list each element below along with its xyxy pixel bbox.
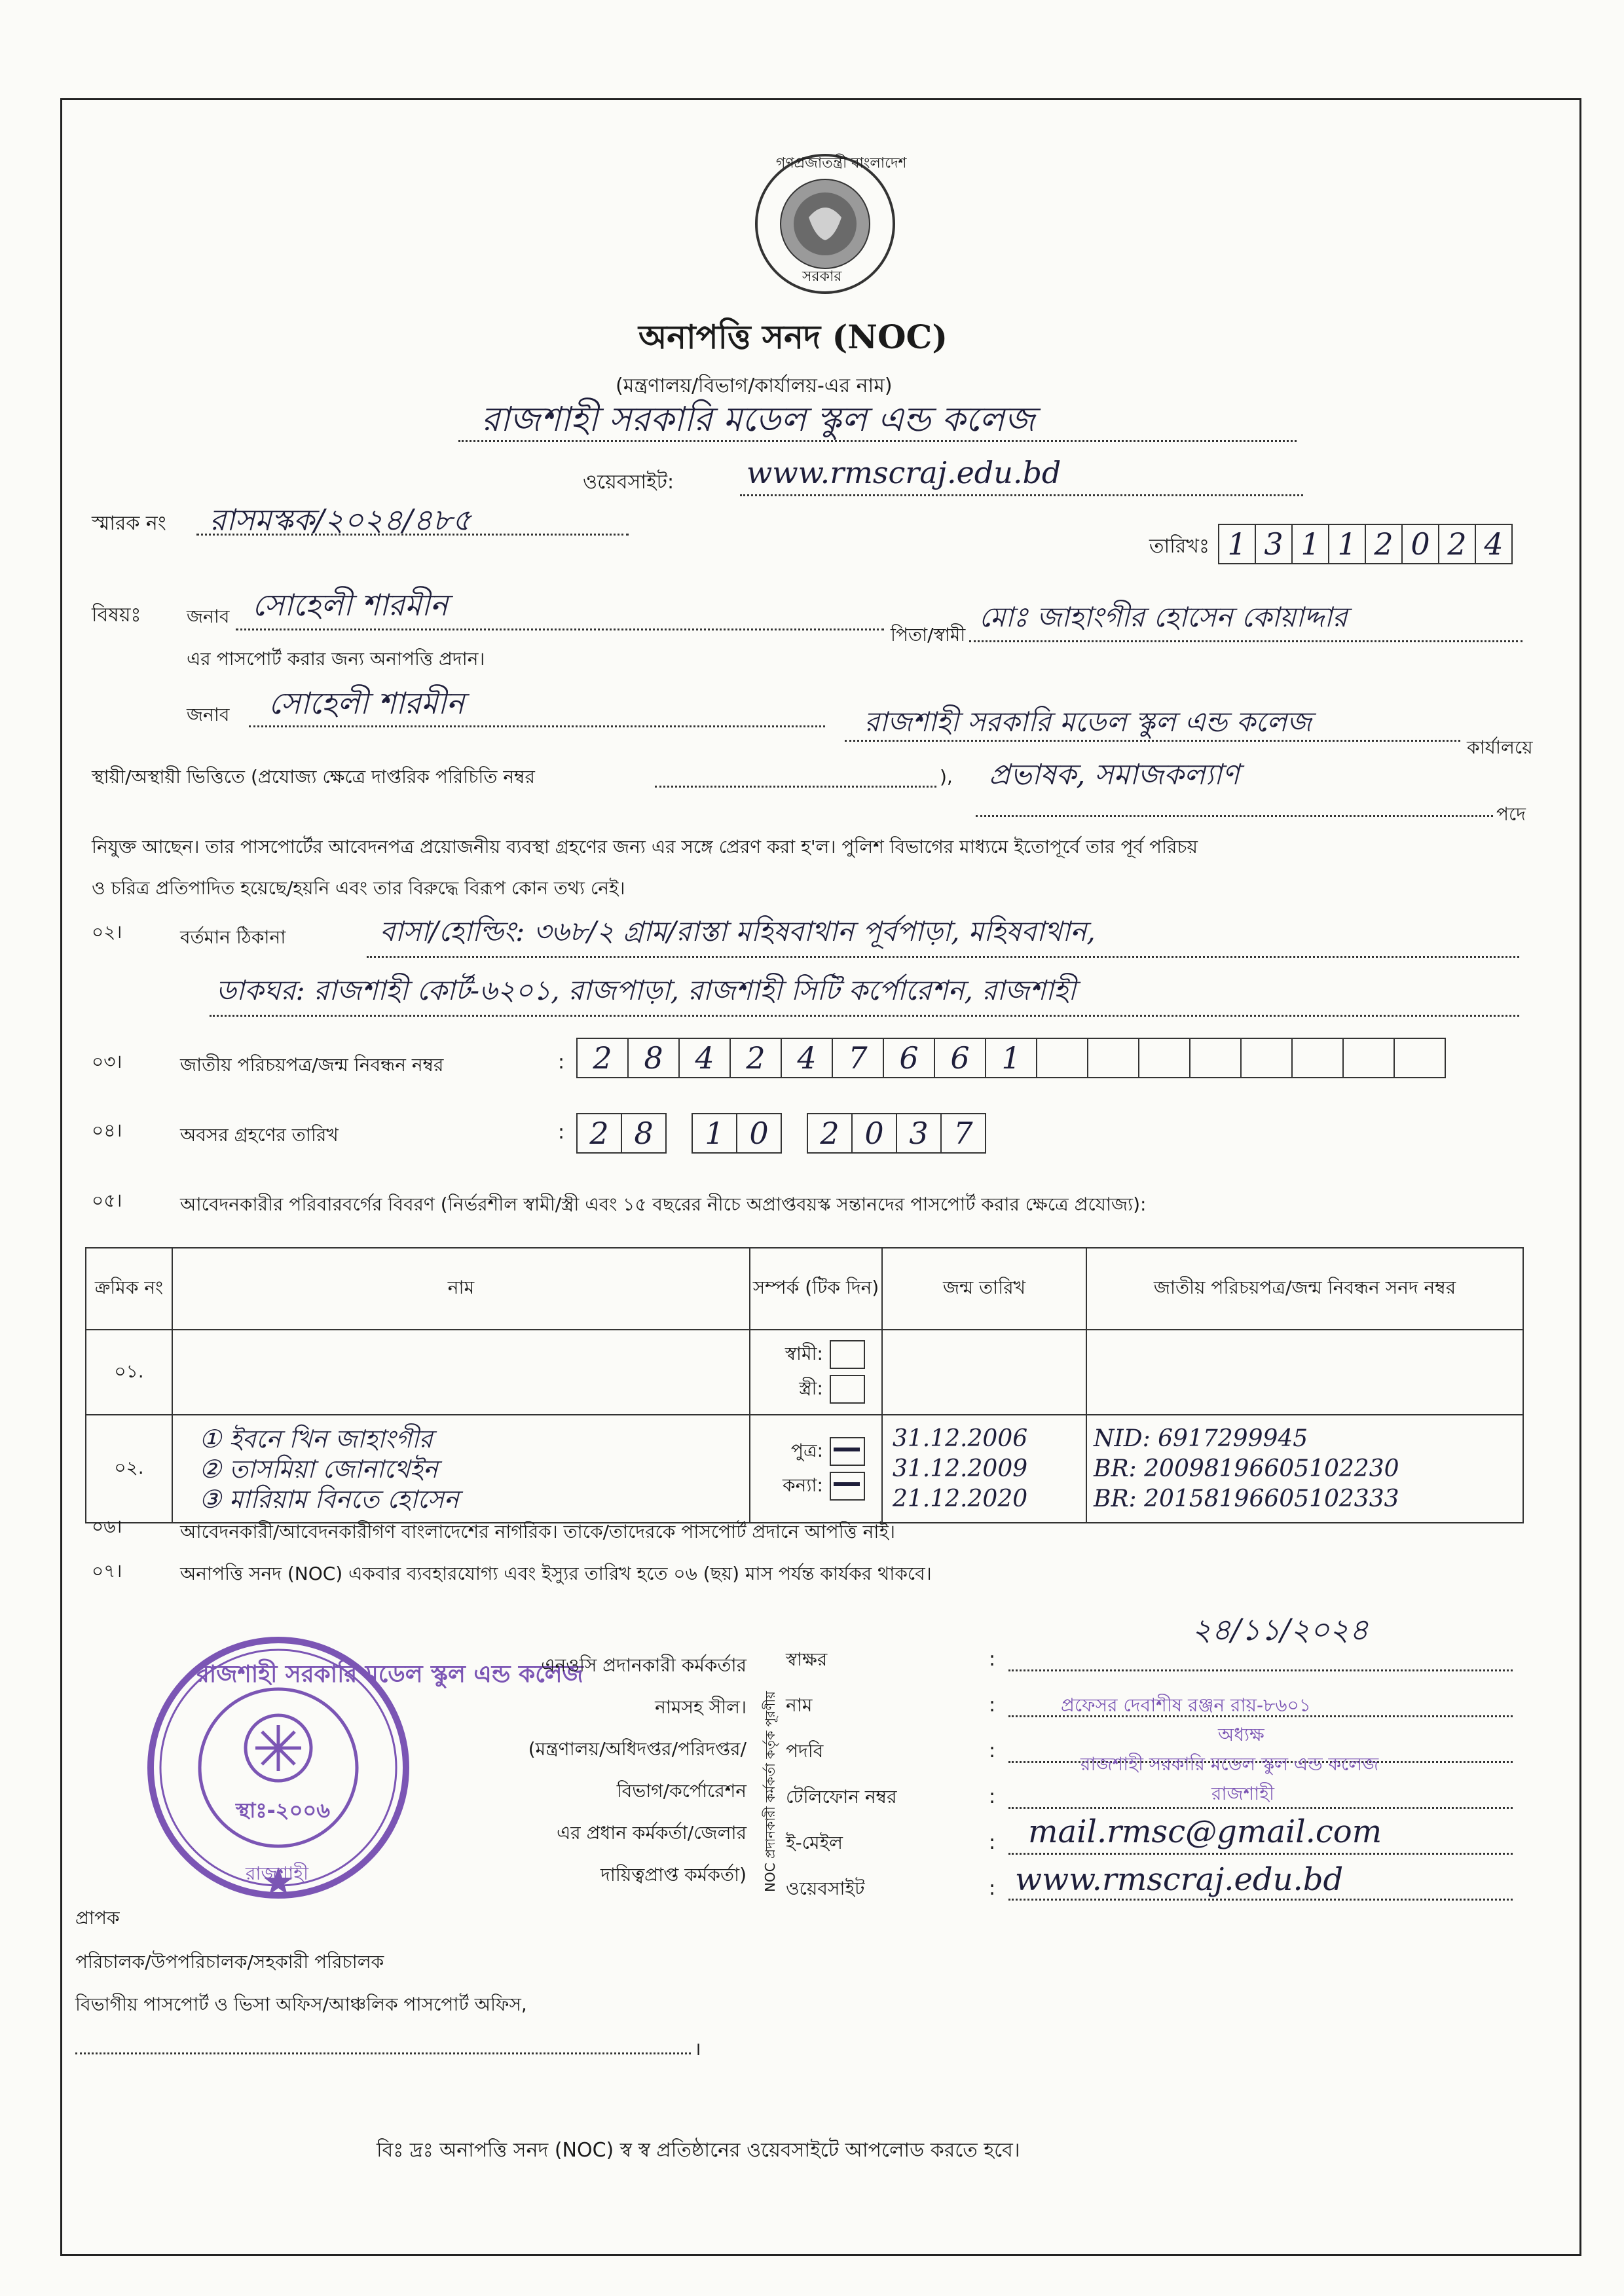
issuer-line: বিভাগ/কর্পোরেশন [616, 1780, 747, 1802]
retirement-date-boxes [576, 1113, 985, 1154]
spouse-wife-label: স্ত্রী: [799, 1377, 823, 1399]
item03-label: জাতীয় পরিচয়পত্র/জন্ম নিবন্ধন নম্বর [180, 1054, 444, 1076]
child2-dob: 31.12.2009 [893, 1455, 1028, 1482]
retire-digit: 1 [692, 1113, 737, 1154]
item05-number: ০৫। [92, 1190, 122, 1211]
subtitle: (মন্ত্রণালয়/বিভাগ/কার্যালয়-এর নাম) [616, 374, 893, 397]
date-digit: 3 [1255, 524, 1293, 564]
row2-dobs [882, 1415, 1086, 1523]
officer-name-stamp: প্রফেসর দেবাশীষ রঞ্জন রায়-৮৬০১ [1061, 1694, 1311, 1716]
date-digit: 0 [1401, 524, 1439, 564]
child2-nid: BR: 20098196605102230 [1094, 1455, 1399, 1482]
family-table [85, 1247, 1524, 1523]
address-line2-handwritten: ডাকঘর: রাজশাহী কোর্ট-৬২০১, রাজপাড়া, রাজশাহী সিটি কর্পোরেশন, রাজশাহী [216, 974, 1077, 1006]
recipient-label: প্রাপক [75, 1907, 120, 1929]
item04-label: অবসর গ্রহণের তারিখ [180, 1124, 339, 1146]
row2-nids [1086, 1415, 1523, 1523]
officer-city-stamp: রাজশাহী [1211, 1783, 1274, 1804]
name-label: নাম [786, 1694, 813, 1716]
th-dob: জন্ম তারিখ [882, 1248, 1086, 1330]
address-line1-handwritten: বাসা/হোল্ডিং: ৩৬৮/২ গ্রাম/রাস্তা মহিষবাথান পূর্বপাড়া, মহিষবাথান, [380, 915, 1096, 947]
seal-bottom: রাজশাহী [246, 1863, 308, 1884]
nid-digit: 6 [883, 1038, 935, 1078]
nid-digit: 2 [729, 1038, 782, 1078]
body-name-handwritten: সোহেলী শারমীন [268, 685, 465, 721]
nid-digit: 4 [781, 1038, 833, 1078]
issuer-line: দায়িত্বপ্রাপ্ত কর্মকর্তা) [600, 1864, 747, 1886]
row2-names [172, 1415, 750, 1523]
item02-label: বর্তমান ঠিকানা [180, 926, 286, 948]
subject-name-handwritten: সোহেলী শারমীন [252, 587, 449, 623]
email-label: ই-মেইল [786, 1832, 843, 1853]
daughter-label: কন্যা: [783, 1474, 823, 1496]
nid-digit [1393, 1038, 1446, 1078]
retire-digit: 0 [851, 1113, 897, 1154]
table-row [86, 1330, 1523, 1415]
footer-note: বিঃ দ্রঃ অনাপত্তি সনদ (NOC) স্ব স্ব প্রতিষ্ঠানের ওয়েবসাইটে আপলোড করতে হবে। [377, 2139, 1020, 2162]
date-digit: 1 [1328, 524, 1366, 564]
email-line [1008, 1853, 1513, 1855]
office-name-handwritten: রাজশাহী সরকারি মডেল স্কুল এন্ড কলেজ [481, 400, 1035, 439]
husband-checkbox[interactable] [830, 1340, 865, 1369]
seal-ring-text: রাজশাহী সরকারি মডেল স্কুল এন্ড কলেজ [196, 1661, 583, 1688]
issuer-line: নামসহ সীল। [655, 1696, 747, 1718]
body-office-line [845, 740, 1460, 742]
father-name-line [969, 640, 1522, 642]
row1-nid [1086, 1330, 1523, 1415]
officer-institution-stamp: রাজশাহী সরকারি মডেল স্কুল এন্ড কলেজ [1080, 1753, 1379, 1775]
issuer-line: (মন্ত্রণালয়/অধিদপ্তর/পরিদপ্তর/ [528, 1738, 747, 1760]
th-nid: জাতীয় পরিচয়পত্র/জন্ম নিবন্ধন সনদ নম্বর [1086, 1248, 1523, 1330]
seal-year: স্থাঃ-২০০৬ [236, 1798, 331, 1823]
designation-label: পদবি [786, 1740, 824, 1762]
subject-label: বিষয়ঃ [92, 604, 141, 627]
memo-number-handwritten: রাসমস্কক/২০২৪/৪৮৫ [210, 502, 472, 538]
son-checkbox[interactable] [830, 1437, 865, 1466]
item04-number: ০৪। [92, 1120, 122, 1141]
child2-name: ② তাসমিয়া জোনাথেইন [199, 1454, 438, 1484]
nid-digit [1342, 1038, 1395, 1078]
item03-number: ০৩। [92, 1051, 122, 1072]
child3-nid: BR: 20158196605102333 [1094, 1485, 1399, 1512]
item02-number: ০২। [92, 921, 122, 943]
father-name-handwritten: মোঃ জাহাংগীর হোসেন কোয়াদ্দার [979, 601, 1348, 633]
retire-digit: 0 [736, 1113, 782, 1154]
date-label: তারিখঃ [1149, 535, 1209, 558]
issuer-field-labels [786, 1637, 897, 1912]
date-digit: 4 [1475, 524, 1513, 564]
issuer-vertical-text: NOC প্রদানকারী কর্মকর্তা কর্তৃক পূরণীয় [762, 1691, 778, 1892]
page-title: অনাপত্তি সনদ (NOC) [638, 318, 948, 356]
website-label: ওয়েবসাইট: [583, 471, 674, 494]
row2-relation [750, 1415, 882, 1523]
signature-line [1008, 1669, 1513, 1671]
row2-serial: ০২. [86, 1415, 172, 1523]
office-name-line [458, 440, 1297, 442]
retire-gap [665, 1113, 692, 1154]
retire-gap [781, 1113, 807, 1154]
designation-handwritten: প্রভাষক, সমাজকল্যাণ [989, 758, 1240, 792]
issuer-left-text [465, 1645, 747, 1896]
daughter-checkbox[interactable] [830, 1472, 865, 1501]
nid-digit: 2 [576, 1038, 629, 1078]
date-boxes [1218, 524, 1511, 564]
telephone-label: টেলিফোন নম্বর [786, 1786, 897, 1808]
nid-boxes [576, 1038, 1445, 1078]
date-digit: 1 [1291, 524, 1329, 564]
issuer-line: এর প্রধান কর্মকর্তা/জেলার [556, 1822, 747, 1844]
memo-line [196, 534, 629, 536]
body-name-line [249, 725, 825, 727]
officer-designation-stamp: অধ্যক্ষ [1218, 1724, 1264, 1745]
retire-digit: 8 [621, 1113, 667, 1154]
row1-name [172, 1330, 750, 1415]
item06-text: আবেদনকারী/আবেদনকারীগণ বাংলাদেশের নাগরিক। তাকে/তাদেরকে পাসপোর্ট প্রদানে আপত্তি নাই। [180, 1521, 896, 1542]
item07-text: অনাপত্তি সনদ (NOC) একবার ব্যবহারযোগ্য এবং ইস্যুর তারিখ হতে ০৬ (ছয়) মাস পর্যন্ত কার্যকর থাকবে। [180, 1563, 932, 1584]
recipient-line1: পরিচালক/উপপরিচালক/সহকারী পরিচালক [75, 1951, 384, 1973]
nid-digit [1036, 1038, 1088, 1078]
subject-janab: জনাব [187, 606, 230, 627]
body-line2a: স্থায়ী/অস্থায়ী ভিত্তিতে (প্রযোজ্য ক্ষেত্রে দাপ্তরিক পরিচিতি নম্বর [92, 766, 535, 788]
body-office-suffix: কার্যালয়ে [1467, 737, 1533, 758]
body-janab: জনাব [187, 704, 230, 725]
child1-dob: 31.12.2006 [893, 1425, 1028, 1452]
body-office-handwritten: রাজশাহী সরকারি মডেল স্কুল এন্ড কলেজ [864, 706, 1312, 738]
website-handwritten: www.rmscraj.edu.bd [747, 455, 1061, 490]
retire-digit: 3 [896, 1113, 942, 1154]
child3-name: ③ মারিয়াম বিনতে হোসেন [199, 1484, 459, 1514]
website-field-handwritten: www.rmscraj.edu.bd [1015, 1861, 1344, 1898]
issuer-colons: : : : : : : [989, 1648, 996, 1900]
date-digit: 2 [1365, 524, 1403, 564]
emblem-bottom-text: সরকার [802, 268, 842, 285]
child3-dob: 21.12.2020 [893, 1485, 1028, 1512]
nid-digit [1189, 1038, 1242, 1078]
nid-digit [1087, 1038, 1139, 1078]
row1-relation [750, 1330, 882, 1415]
address-line1 [367, 956, 1519, 958]
nid-digit: 8 [627, 1038, 680, 1078]
item04-colon: : [558, 1121, 565, 1144]
nid-digit [1291, 1038, 1344, 1078]
retire-digit: 2 [576, 1113, 622, 1154]
website-line [740, 494, 1303, 496]
website-field-label: ওয়েবসাইট [786, 1878, 865, 1899]
emblem-top-text: গণপ্রজাতন্ত্রী বাংলাদেশ [776, 155, 907, 172]
nid-digit: 4 [678, 1038, 731, 1078]
nid-digit [1240, 1038, 1293, 1078]
father-label: পিতা/স্বামী [891, 624, 966, 646]
body-line2b: ), [940, 766, 953, 788]
nid-digit: 7 [832, 1038, 884, 1078]
spouse-husband-label: স্বামী: [784, 1343, 823, 1364]
child1-nid: NID: 6917299945 [1094, 1425, 1308, 1452]
item03-colon: : [558, 1051, 565, 1074]
recipient-line3 [75, 2052, 691, 2054]
th-serial: ক্রমিক নং [86, 1248, 172, 1330]
item06-number: ০৬। [92, 1516, 122, 1537]
recipient-line3-end: । [694, 2038, 701, 2060]
item05-label: আবেদনকারীর পরিবারবর্গের বিবরণ (নির্ভরশীল স্বামী/স্ত্রী এবং ১৫ বছরের নীচে অপ্রাপ্তবয়স্ক সন্তানদের পাসপোর্ট করার ক্ষেত্রে প্রযোজ্য): [180, 1194, 1147, 1215]
body-line4: ও চরিত্র প্রতিপাদিত হয়েছে/হয়নি এবং তার বিরুদ্ধে বিরূপ কোন তথ্য নেই। [92, 877, 625, 899]
child1-name: ① ইবনে খিন জাহাংগীর [199, 1424, 433, 1453]
row1-serial: ০১. [86, 1330, 172, 1415]
issuer-line: এনওসি প্রদানকারী কর্মকর্তার [541, 1654, 747, 1676]
nid-digit [1138, 1038, 1190, 1078]
subject-name-line [236, 629, 884, 630]
website-field-line [1008, 1899, 1513, 1901]
email-handwritten: mail.rmsc@gmail.com [1028, 1813, 1382, 1850]
son-label: পুত্র: [790, 1439, 823, 1461]
signature-date-handwritten: ২৪/১১/২০২৪ [1192, 1612, 1369, 1647]
designation-line [976, 815, 1493, 817]
official-id-line [655, 786, 936, 788]
wife-checkbox[interactable] [830, 1375, 865, 1404]
item07-number: ০৭। [92, 1560, 122, 1582]
table-row [86, 1415, 1523, 1523]
subject-line2: এর পাসপোর্ট করার জন্য অনাপত্তি প্রদান। [187, 648, 485, 670]
designation-suffix: পদে [1496, 803, 1526, 825]
nid-digit: 6 [934, 1038, 986, 1078]
th-name: নাম [172, 1248, 750, 1330]
th-relation: সম্পর্ক (টিক দিন) [750, 1248, 882, 1330]
retire-digit: 7 [940, 1113, 986, 1154]
recipient-line2: বিভাগীয় পাসপোর্ট ও ভিসা অফিস/আঞ্চলিক পাসপোর্ট অফিস, [75, 1994, 527, 2015]
date-digit: 1 [1218, 524, 1256, 564]
memo-label: স্মারক নং [92, 512, 166, 535]
body-line3: নিযুক্ত আছেন। তার পাসপোর্টের আবেদনপত্র প্রয়োজনীয় ব্যবস্থা গ্রহণের জন্য এর সঙ্গে প্রেরণ করা হ'ল। পুলিশ বিভাগের মাধ্যমে ইতোপূর্বে তার পূর্ব পরিচয় [92, 836, 1198, 858]
row1-dob [882, 1330, 1086, 1415]
address-line2 [210, 1015, 1519, 1017]
nid-digit: 1 [985, 1038, 1037, 1078]
retire-digit: 2 [807, 1113, 853, 1154]
date-digit: 2 [1438, 524, 1476, 564]
signature-label: স্বাক্ষর [786, 1649, 828, 1670]
